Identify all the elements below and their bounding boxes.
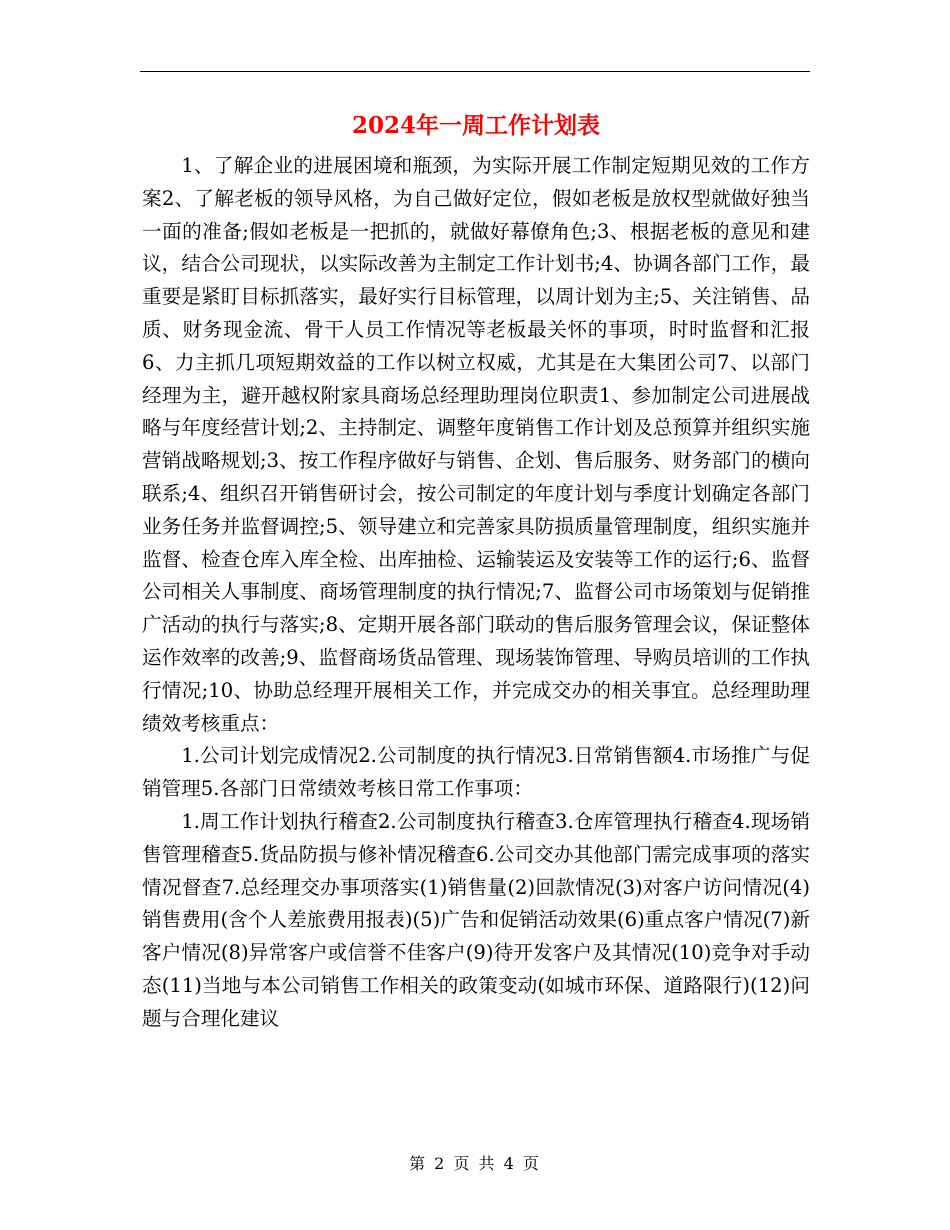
- page-number: 第 2 页 共 4 页: [409, 1154, 541, 1173]
- paragraph-duties: 1、了解企业的进展困境和瓶颈，为实际开展工作制定短期见效的工作方案2、了解老板的领导风格，为自己做好定位，假如老板是放权型就做好独当一面的准备;假如老板是一把抓的，就做好幕僚角色;3、根据老板的意见和建议，结合公司现状，以实际改善为主制定工作计划书;4、协调各部门工作，最重要是紧盯目标抓落实，最好实行目标管理，以周计划为主;5、关注销售、品质、财务现金流、骨干人员工作情况等老板最关怀的事项，时时监督和汇报6、力主抓几项短期效益的工作以树立权威，尤其是在大集团公司7、以部门经理为主，避开越权附家具商场总经理助理岗位职责1、参加制定公司进展战略与年度经营计划;2、主持制定、调整年度销售工作计划及总预算并组织实施营销战略规划;3、按工作程序做好与销售、企划、售后服务、财务部门的横向联系;4、组织召开销售研讨会，按公司制定的年度计划与季度计划确定各部门业务任务并监督调控;5、领导建立和完善家具防损质量管理制度，组织实施并监督、检查仓库入库全检、出库抽检、运输装运及安装等工作的运行;6、监督公司相关人事制度、商场管理制度的执行情况;7、监督公司市场策划与促销推广活动的执行与落实;8、定期开展各部门联动的售后服务管理会议，保证整体运作效率的改善;9、监督商场货品管理、现场装饰管理、导购员培训的工作执行情况;10、协助总经理开展相关工作，并完成交办的相关事宜。总经理助理绩效考核重点：: [142, 154, 810, 735]
- document-title: 2024年一周工作计划表: [351, 112, 600, 139]
- header-rule: [140, 71, 810, 72]
- paragraph-kpi: 1.公司计划完成情况2.公司制度的执行情况3.日常销售额4.市场推广与促销管理5.各部门日常绩效考核日常工作事项：: [142, 744, 810, 801]
- document-body: [142, 106, 810, 1036]
- paragraph-daily-tasks: 1.周工作计划执行稽查2.公司制度执行稽查3.仓库管理执行稽查4.现场销售管理稽查5.货品防损与修补情况稽查6.公司交办其他部门需完成事项的落实情况督查7.总经理交办事项落实(1)销售量(2)回款情况(3)对客户访问情况(4)销售费用(含个人差旅费用报表)(5)广告和促销活动效果(6)重点客户情况(7)新客户情况(8)异常客户或信誉不佳客户(9)待开发客户及其情况(10)竞争对手动态(11)当地与本公司销售工作相关的政策变动(如城市环保、道路限行)(12)问题与合理化建议: [142, 809, 810, 1030]
